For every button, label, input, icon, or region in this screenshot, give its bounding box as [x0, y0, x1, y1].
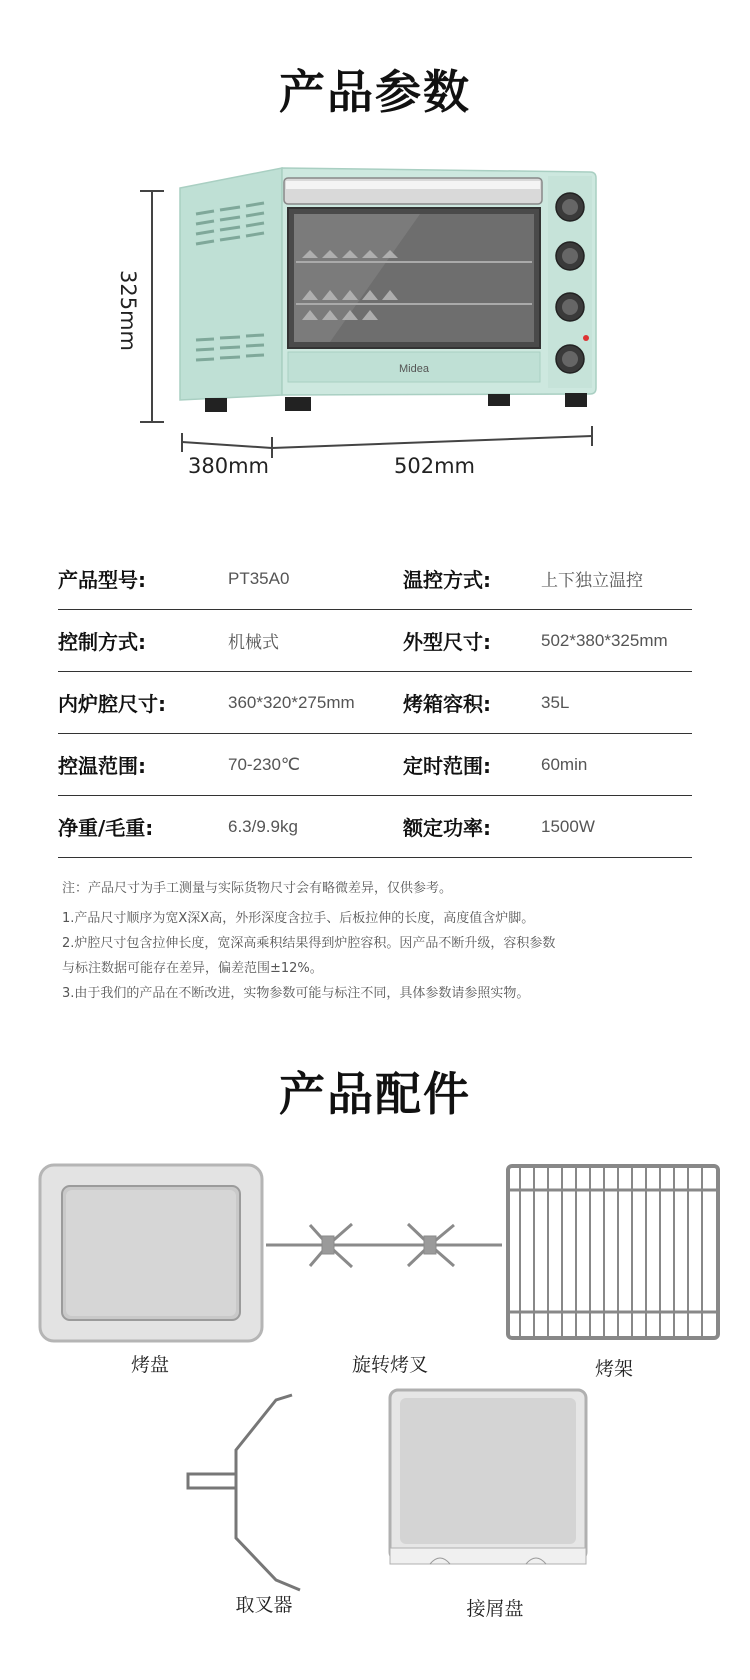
spec-row: [58, 548, 692, 610]
spec-value: 60min: [541, 754, 588, 774]
spec-value: 6.3/9.9kg: [228, 816, 298, 836]
spec-label: 额定功率:: [403, 816, 491, 840]
oven-product-image: [0, 0, 750, 500]
spec-label: 内炉腔尺寸:: [58, 692, 166, 716]
fork-handle-label: 取叉器: [235, 1594, 293, 1616]
note-line: 3.由于我们的产品在不断改进，实物参数可能与标注不同，具体参数请参照实物。: [62, 986, 530, 1001]
note-line: 2.炉腔尺寸包含拉伸长度，宽深高乘积结果得到炉腔容积。因产品不断升级，容积参数: [62, 936, 556, 951]
baking-tray-image: [40, 1165, 262, 1341]
spec-value: 1500W: [541, 816, 595, 836]
rotisserie-fork-label: 旋转烤叉: [351, 1354, 428, 1376]
crumb-tray-image: [390, 1390, 586, 1564]
spec-table: [58, 548, 692, 858]
spec-row: [58, 796, 692, 858]
svg-text:Midea: Midea: [399, 363, 429, 375]
baking-tray-label: 烤盘: [130, 1354, 169, 1376]
spec-label: 净重/毛重:: [58, 816, 154, 840]
note-line: 与标注数据可能存在差异，偏差范围±12%。: [62, 961, 323, 976]
spec-value: PT35A0: [228, 568, 290, 588]
spec-label: 烤箱容积:: [403, 692, 491, 716]
spec-value: 35L: [541, 692, 570, 712]
wire-rack-label: 烤架: [594, 1358, 633, 1380]
width-dimension-label: 502mm: [394, 454, 475, 478]
spec-label: 温控方式:: [403, 568, 491, 592]
height-dimension-label: 325mm: [116, 270, 140, 351]
spec-value: 上下独立温控: [541, 571, 643, 590]
accessories-image: [0, 1150, 750, 1670]
spec-value: 360*320*275mm: [228, 692, 355, 712]
spec-label: 外型尺寸:: [403, 630, 491, 654]
spec-row: [58, 672, 692, 734]
spec-row: [58, 610, 692, 672]
accessories-section-title: 产品配件: [279, 1067, 471, 1121]
spec-value: 502*380*325mm: [541, 630, 668, 650]
note-line: 1.产品尺寸顺序为宽X深X高，外形深度含拉手、后板拉伸的长度，高度值含炉脚。: [62, 911, 535, 926]
depth-dimension-label: 380mm: [188, 454, 269, 478]
rotisserie-fork-image: [266, 1224, 502, 1267]
spec-value: 70-230℃: [228, 754, 301, 774]
crumb-tray-label: 接屑盘: [466, 1598, 524, 1620]
spec-label: 控温范围:: [58, 754, 146, 778]
fork-handle-image: [188, 1395, 300, 1590]
height-dimension-line: [140, 191, 164, 422]
spec-value: 机械式: [228, 633, 279, 652]
spec-label: 产品型号:: [58, 568, 146, 592]
notes-block: [62, 876, 662, 1006]
params-section-title: 产品参数: [279, 65, 471, 119]
spec-label: 定时范围:: [403, 754, 491, 778]
note-heading: 注：产品尺寸为手工测量与实际货物尺寸会有略微差异，仅供参考。: [62, 881, 453, 896]
spec-row: [58, 734, 692, 796]
spec-label: 控制方式:: [58, 630, 146, 654]
wire-rack-image: [508, 1166, 718, 1338]
